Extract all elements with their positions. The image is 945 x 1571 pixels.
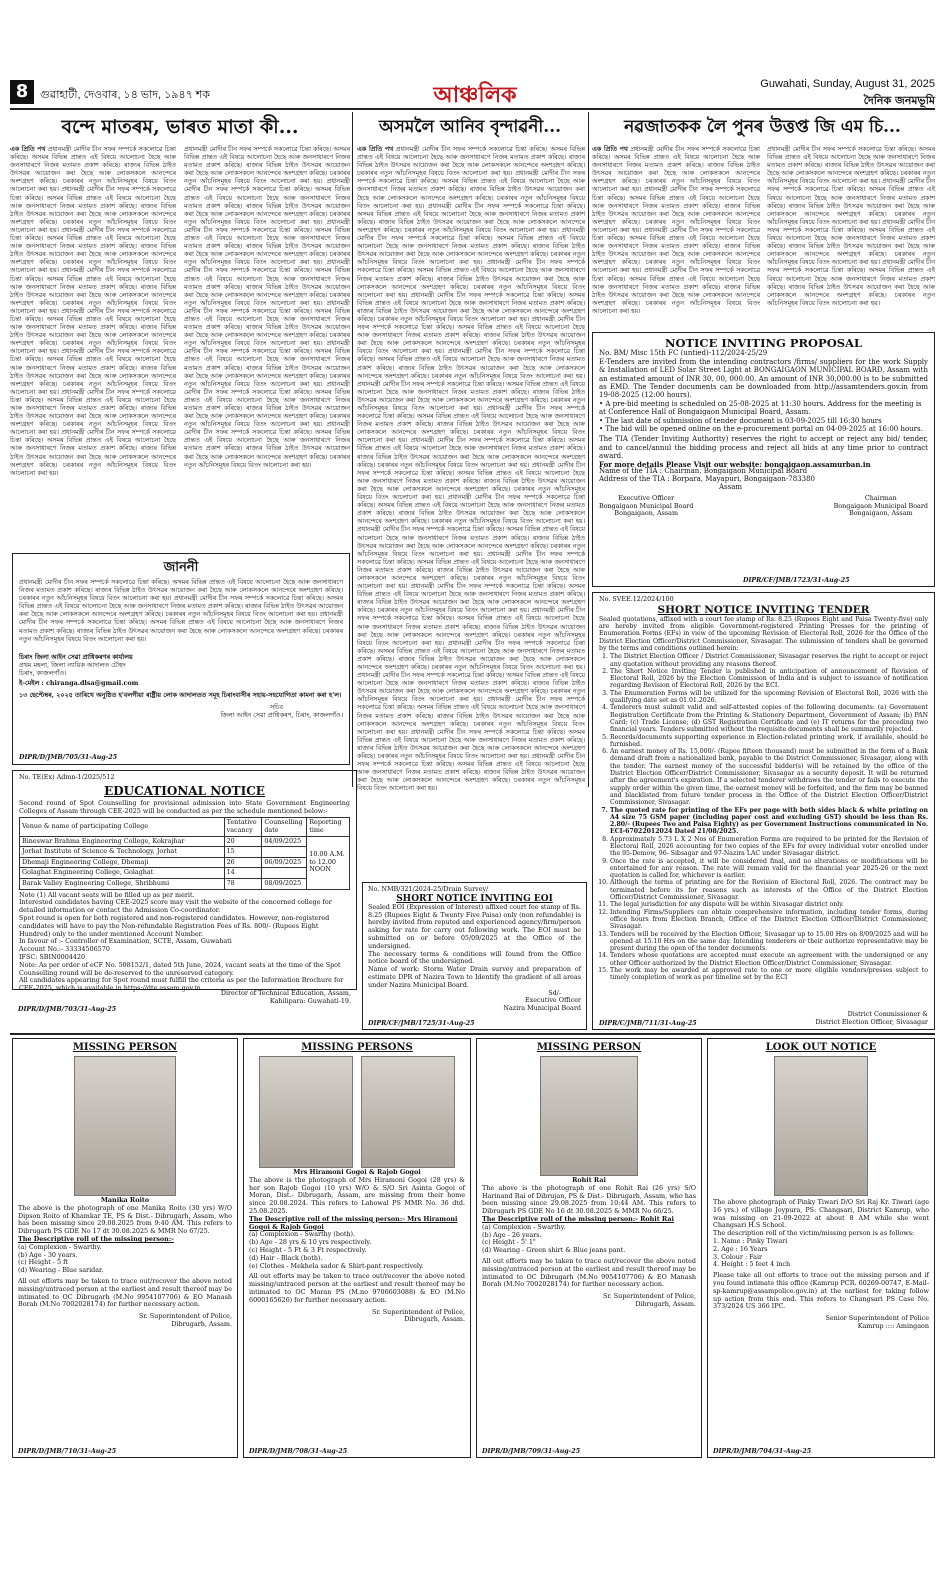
missing-person-notice (476, 1038, 702, 1458)
article-text: প্ৰধানমন্ত্ৰী মোদীৰ চীন সফৰ সম্পৰ্কে সকলোৱে চিন্তা কৰিছে। অসমৰ বিভিন্ন প্ৰান্তত এই বিষয়ে আলোচনা হৈছে আৰু জনসাধাৰণে নিজৰ মতামত প্ৰকাশ কৰিছে। ৰাজ্যৰ বিভিন্ন ঠাইত উৎসৱৰ আয়োজন কৰা হৈছে আৰু লোকসকলে আনন্দেৰে অংশগ্ৰহণ কৰিছে। চৰকাৰৰ নতুন আঁচনিসমূহৰ বিষয়ে বিতং আলোচনা কৰা হয়। (592, 186, 760, 234)
roll-item: (d) Wearing - Blue saridar. (18, 1266, 104, 1275)
article-text: প্ৰধানমন্ত্ৰী মোদীৰ চীন সফৰ সম্পৰ্কে সকলোৱে চিন্তা কৰিছে। অসমৰ বিভিন্ন প্ৰান্তত এই বিষয়ে আলোচনা হৈছে আৰু জনসাধাৰণে নিজৰ মতামত প্ৰকাশ কৰিছে। ৰাজ্যৰ বিভিন্ন ঠাইত উৎসৱৰ আয়োজন কৰা হৈছে আৰু লোকসকলে আনন্দেৰে অংশগ্ৰহণ কৰিছে। চৰকাৰৰ নতুন আঁচনিসমূহৰ বিষয়ে বিতং আলোচনা কৰা হয়। (184, 259, 350, 307)
roll-item: (b) Age - 26 years. (482, 1230, 542, 1239)
signer-line: District Commissioner & (847, 1010, 928, 1019)
edu-notes (19, 892, 350, 993)
edu-note: Account No.:- 33334506570 (19, 945, 110, 954)
date-cell: 04/09/2025 (262, 836, 307, 847)
article-text: প্ৰধানমন্ত্ৰী মোদীৰ চীন সফৰ সম্পৰ্কে সকলোৱে চিন্তা কৰিছে। অসমৰ বিভিন্ন প্ৰান্তত এই বিষয়ে আলোচনা হৈছে আৰু জনসাধাৰণে নিজৰ মতামত প্ৰকাশ কৰিছে। ৰাজ্যৰ বিভিন্ন ঠাইত উৎসৱৰ আয়োজন কৰা হৈছে আৰু লোকসকলে আনন্দেৰে অংশগ্ৰহণ কৰিছে। চৰকাৰৰ নতুন আঁচনিসমূহৰ বিষয়ে বিতং আলোচনা কৰা হয়। (767, 178, 936, 226)
person-name: Mrs Hiramoni Gogoi & Rajob Gogoi (293, 1168, 421, 1176)
article-text: প্ৰধানমন্ত্ৰী মোদীৰ চীন সফৰ সম্পৰ্কে সকলোৱে চিন্তা কৰিছে। অসমৰ বিভিন্ন প্ৰান্তত এই বিষয়ে আলোচনা হৈছে আৰু জনসাধাৰণে নিজৰ মতামত প্ৰকাশ কৰিছে। ৰাজ্যৰ বিভিন্ন ঠাইত উৎসৱৰ আয়োজন কৰা হৈছে আৰু লোকসকলে আনন্দেৰে অংশগ্ৰহণ কৰিছে। চৰকাৰৰ নতুন আঁচনিসমূহৰ বিষয়ে বিতং আলোচনা কৰা হয়। (184, 380, 350, 429)
vacancy-cell: 20 (224, 836, 262, 847)
article-3-lead: এক প্ৰিতি পথ (592, 146, 628, 153)
college-cell: Barak Valley Engineering College, Shribhumi (20, 878, 225, 889)
reporting-time-cell: 10.00 A.M. to 12.00 NOON (307, 836, 350, 889)
proposal-body: E-Tenders are invited from the intending contractors /firms/ suppliers for the work Supply & Installation of LED Solar Street Light at BONGAIGAON MUNICIPAL BOARD, Assam with an estimated amount of INR 30, 00, 000.00. An amount of INR 30,000.00 is to be submitted as EMD. The Tender documents can be downloaded from http://assamtenders.gov.in from 19-08-2025 (12:00 hours). (599, 357, 928, 400)
edu-signer: Director of Technical Education, Assam, (220, 989, 351, 997)
article-text: প্ৰধানমন্ত্ৰী মোদীৰ চীন সফৰ সম্পৰ্কে সকলোৱে চিন্তা কৰিছে। অসমৰ বিভিন্ন প্ৰান্তত এই বিষয়ে আলোচনা হৈছে আৰু জনসাধাৰণে নিজৰ মতামত প্ৰকাশ কৰিছে। ৰাজ্যৰ বিভিন্ন ঠাইত উৎসৱৰ আয়োজন কৰা হৈছে আৰু লোকসকলে আনন্দেৰে অংশগ্ৰহণ কৰিছে। চৰকাৰৰ নতুন আঁচনিসমূহৰ বিষয়ে বিতং আলোচনা কৰা হয়। (10, 429, 176, 477)
notice-dipr: DIPR/D/JMB/709/31-Aug-25 (482, 1448, 581, 1455)
tender-item: 9. Once the rate is accepted, it will be considered final, and no alterations or modifications will be entertained for any reason. The rate will remain valid for the financial year 2025-26 or the next quotation is called for, whichever is earlier. (610, 858, 928, 880)
table-header: Tentative vacancy (224, 818, 262, 836)
article-text: প্ৰধানমন্ত্ৰী মোদীৰ চীন সফৰ সম্পৰ্কে সকলোৱে চিন্তা কৰিছে। অসমৰ বিভিন্ন প্ৰান্তত এই বিষয়ে আলোচনা হৈছে আৰু জনসাধাৰণে নিজৰ মতামত প্ৰকাশ কৰিছে। ৰাজ্যৰ বিভিন্ন ঠাইত উৎসৱৰ আয়োজন কৰা হৈছে আৰু লোকসকলে আনন্দেৰে অংশগ্ৰহণ কৰিছে। চৰকাৰৰ নতুন আঁচনিসমূহৰ বিষয়ে বিতং আলোচনা কৰা হয়। (767, 146, 935, 186)
article-3-col-2 (767, 146, 935, 316)
signer-place: Dibrugarh, Assam. (635, 1299, 696, 1308)
vacancy-cell: 15 (224, 847, 262, 858)
article-text: প্ৰধানমন্ত্ৰী মোদীৰ চীন সফৰ সম্পৰ্কে সকলোৱে চিন্তা কৰিছে। অসমৰ বিভিন্ন প্ৰান্তত এই বিষয়ে আলোচনা হৈছে আৰু জনসাধাৰণে নিজৰ মতামত প্ৰকাশ কৰিছে। ৰাজ্যৰ বিভিন্ন ঠাইত উৎসৱৰ আয়োজন কৰা হৈছে আৰু লোকসকলে আনন্দেৰে অংশগ্ৰহণ কৰিছে। চৰকাৰৰ নতুন আঁচনিসমূহৰ বিষয়ে বিতং আলোচনা কৰা হয়। (357, 672, 585, 704)
bullet-text: The last date of submission of tender document is 03-09-2025 till 16:30 hours (605, 416, 882, 425)
table-row (20, 857, 350, 868)
table-header: Venue & name of participating College (20, 818, 225, 836)
notice-dipr: DIPR/D/JMB/708/31-Aug-25 (249, 1448, 348, 1455)
left-date-line: গুৱাহাটী, দেওবাৰ, ১৪ ভাদ, ১৯৪৭ শক (40, 89, 210, 101)
janani-notice (12, 553, 350, 765)
roll-item: 4. Height : 5 feet 4 inch (713, 1260, 791, 1269)
descriptive-roll-title: The Descriptive roll of the missing person:- (18, 1234, 174, 1243)
missing-persons-notice (243, 1038, 471, 1458)
masthead: দৈনিক জনমভূমি (863, 94, 935, 107)
person-photo (540, 1056, 638, 1176)
article-text: প্ৰধানমন্ত্ৰী মোদীৰ চীন সফৰ সম্পৰ্কে সকলোৱে চিন্তা কৰিছে। অসমৰ বিভিন্ন প্ৰান্তত এই বিষয়ে আলোচনা হৈছে আৰু জনসাধাৰণে নিজৰ মতামত প্ৰকাশ কৰিছে। ৰাজ্যৰ বিভিন্ন ঠাইত উৎসৱৰ আয়োজন কৰা হৈছে আৰু লোকসকলে আনন্দেৰে অংশগ্ৰহণ কৰিছে। চৰকাৰৰ নতুন আঁচনিসমূহৰ বিষয়ে বিতং আলোচনা কৰা হয়। (357, 526, 585, 558)
edu-note: IFSC: SBIN0004420 (19, 952, 86, 961)
tender-item: 10. Although the terms of printing are for the Revision of Electoral Roll, 2026. The contract may be terminated before its for reasons such as interests of the Office of the District Election Officer/District Commissioner, Sivasagar. (610, 879, 928, 901)
eoi-title: SHORT NOTICE INVITING EOI (396, 893, 553, 904)
person-photo (74, 1056, 176, 1196)
article-text: প্ৰধানমন্ত্ৰী মোদীৰ চীন সফৰ সম্পৰ্কে সকলোৱে চিন্তা কৰিছে। অসমৰ বিভিন্ন প্ৰান্তত এই বিষয়ে আলোচনা হৈছে আৰু জনসাধাৰণে নিজৰ মতামত প্ৰকাশ কৰিছে। ৰাজ্যৰ বিভিন্ন ঠাইত উৎসৱৰ আয়োজন কৰা হৈছে আৰু লোকসকলে আনন্দেৰে অংশগ্ৰহণ কৰিছে। চৰকাৰৰ নতুন আঁচনিসমূহৰ বিষয়ে বিতং আলোচনা কৰা হয়। (592, 146, 760, 194)
roll-item: (c) Height - 5' 1" (482, 1238, 536, 1247)
article-text: প্ৰধানমন্ত্ৰী মোদীৰ চীন সফৰ সম্পৰ্কে সকলোৱে চিন্তা কৰিছে। অসমৰ বিভিন্ন প্ৰান্তত এই বিষয়ে আলোচনা হৈছে আৰু জনসাধাৰণে নিজৰ মতামত প্ৰকাশ কৰিছে। ৰাজ্যৰ বিভিন্ন ঠাইত উৎসৱৰ আয়োজন কৰা হৈছে আৰু লোকসকলে আনন্দেৰে অংশগ্ৰহণ কৰিছে। চৰকাৰৰ নতুন আঁচনিসমূহৰ বিষয়ে বিতং আলোচনা কৰা হয়। (19, 579, 343, 603)
table-header: Counselling date (262, 818, 307, 836)
article-text: প্ৰধানমন্ত্ৰী মোদীৰ চীন সফৰ সম্পৰ্কে সকলোৱে চিন্তা কৰিছে। অসমৰ বিভিন্ন প্ৰান্তত এই বিষয়ে আলোচনা হৈছে আৰু জনসাধাৰণে নিজৰ মতামত প্ৰকাশ কৰিছে। ৰাজ্যৰ বিভিন্ন ঠাইত উৎসৱৰ আয়োজন কৰা হৈছে আৰু লোকসকলে আনন্দেৰে অংশগ্ৰহণ কৰিছে। চৰকাৰৰ নতুন আঁচনিসমূহৰ বিষয়ে বিতং আলোচনা কৰা হয়। (184, 299, 350, 348)
article-text: প্ৰধানমন্ত্ৰী মোদীৰ চীন সফৰ সম্পৰ্কে সকলোৱে চিন্তা কৰিছে। অসমৰ বিভিন্ন প্ৰান্তত এই বিষয়ে আলোচনা হৈছে আৰু জনসাধাৰণে নিজৰ মতামত প্ৰকাশ কৰিছে। ৰাজ্যৰ বিভিন্ন ঠাইত উৎসৱৰ আয়োজন কৰা হৈছে আৰু লোকসকলে আনন্দেৰে অংশগ্ৰহণ কৰিছে। চৰকাৰৰ নতুন আঁচনিসমূহৰ বিষয়ে বিতং আলোচনা কৰা হয়। (357, 550, 585, 591)
person-photo (774, 1056, 868, 1196)
article-2-lead: এক প্ৰিতি পথ (357, 146, 394, 153)
roll-item: 3. Colour : Fair (713, 1252, 763, 1261)
janani-title: জাননী (163, 560, 199, 575)
tender-item: 8. Approximately 5.73 L X 2 Nos of Enumeration Forms are required to be printed for the Revision of Electoral Roll, 2026 accounting for two copies of the EFs for every individual voter enrolled under the 95-Demow, 96- Sibsagar and 97-Nazira LAC under Sivasagar district. (610, 836, 928, 858)
edu-note: Note (1) All vacant seats will be filled up as per merit. (19, 890, 195, 899)
tender-item: 12. Intending Firms/Suppliers can obtain comprehensive information, including tender forms, during office hours from Election Branch, Office of the District Election Officer/District Commissioner, Sivasagar. (610, 909, 928, 931)
article-text: প্ৰধানমন্ত্ৰী মোদীৰ চীন সফৰ সম্পৰ্কে সকলোৱে চিন্তা কৰিছে। অসমৰ বিভিন্ন প্ৰান্তত এই বিষয়ে আলোচনা হৈছে আৰু জনসাধাৰণে নিজৰ মতামত প্ৰকাশ কৰিছে। ৰাজ্যৰ বিভিন্ন ঠাইত উৎসৱৰ আয়োজন কৰা হৈছে আৰু লোকসকলে আনন্দেৰে অংশগ্ৰহণ কৰিছে। চৰকাৰৰ নতুন আঁচনিসমূহৰ বিষয়ে বিতং আলোচনা কৰা হয়। (357, 170, 585, 210)
tender-item: 15. The work may be awarded at approved rate to one or more eligible vendors/presses subject to timely completion of work as per timeline set by the ECI (610, 967, 928, 982)
edu-intro: Second round of Spot Counselling for provisional admission into State Government Engineering Colleges of Assam through CEE-2025 will be conducted as per the schedule mentioned below:- (19, 798, 350, 815)
notice-title: MISSING PERSONS (301, 1042, 413, 1053)
vacancy-cell: 78 (224, 878, 262, 889)
roll-item: (d) Hair - Black (both). (249, 1253, 323, 1262)
person-name: Rohit Rai (572, 1176, 606, 1184)
article-text: প্ৰধানমন্ত্ৰী মোদীৰ চীন সফৰ সম্পৰ্কে সকলোৱে চিন্তা কৰিছে। অসমৰ বিভিন্ন প্ৰান্তত এই বিষয়ে আলোচনা হৈছে আৰু জনসাধাৰণে নিজৰ মতামত প্ৰকাশ কৰিছে। ৰাজ্যৰ বিভিন্ন ঠাইত উৎসৱৰ আয়োজন কৰা হৈছে আৰু লোকসকলে আনন্দেৰে অংশগ্ৰহণ কৰিছে। চৰকাৰৰ নতুন আঁচনিসমূহৰ বিষয়ে বিতং আলোচনা কৰা হয়। (19, 595, 344, 619)
notice-footer: All out efforts may be taken to trace out/recover the above noted missing/untraced person at the earliest and result thereof may be intimated to OC Moran PS (M.no 9706603088) & EO (M.No 6000165626) for further necessary action. (249, 1272, 465, 1304)
signer: Sr. Superintendent of Police, (371, 1307, 465, 1316)
tender-ref: No. SVEE.12/2024/100 (599, 595, 674, 603)
vacancy-cell: 26 (224, 857, 262, 868)
notice-text: The above is the photograph of one Rohit Rai (26 yrs) S/O Harinand Rai of Dibrujan, PS & Dist.- Dibrugarh, Assam, who has been missing since 29.08.2025 from 10:44 AM. This refers to Dibrugarh PS GDE No 16 dt 30.08.2025 & MMR No 66/25. (482, 1183, 696, 1216)
article-text: প্ৰধানমন্ত্ৰী মোদীৰ চীন সফৰ সম্পৰ্কে সকলোৱে চিন্তা কৰিছে। অসমৰ বিভিন্ন প্ৰান্তত এই বিষয়ে আলোচনা হৈছে আৰু জনসাধাৰণে নিজৰ মতামত প্ৰকাশ কৰিছে। ৰাজ্যৰ বিভিন্ন ঠাইত উৎসৱৰ আয়োজন কৰা হৈছে আৰু লোকসকলে আনন্দেৰে অংশগ্ৰহণ কৰিছে। চৰকাৰৰ নতুন আঁচনিসমূহৰ বিষয়ে বিতং আলোচনা কৰা হয়। (767, 218, 936, 267)
article-2-body (357, 146, 585, 793)
descriptive-roll-title: The Descriptive roll of the missing person:- Mrs Hiramoni Gogoi & Rajob Gogoi (249, 1214, 458, 1231)
table-header-row (20, 818, 350, 836)
date-cell (262, 868, 307, 879)
janani-signature-office: জিলা আইন সেৱা প্ৰাধিকৰণ, চিৰাং, কাজলগাঁও। (220, 710, 343, 719)
person-photos (249, 1056, 465, 1168)
tender-item: 6. An earnest money of Rs. 15,000/- (Rupee fifteen thousand) must be submitted in the form of a Bank demand draft from a nationalized bank, payable to the District Commissioner, Sivasagar, along with the tender. The earnest money of the successful bidder(s) will be retained by the office of the District Election Officer/District Commissioner, Sivasagar as a security deposit. It will be returned after the agreement's expiration. If a selected tenderer withdraws the tender or fails to execute the supply order within the given time, the earnest money will be forfeited, and the firm may be banned and blacklisted from future tender process in the Office of the District Election Officer/District Commissioner, Sivasagar. (610, 748, 928, 806)
signer: Senior Superintendent of Police (825, 1314, 929, 1323)
sig-line: Bongaigaon, Assam (614, 509, 678, 518)
signer: Sr. Superintendent of Police, (602, 1292, 696, 1301)
article-text: প্ৰধানমন্ত্ৰী মোদীৰ চীন সফৰ সম্পৰ্কে সকলোৱে চিন্তা কৰিছে। অসমৰ বিভিন্ন প্ৰান্তত এই বিষয়ে আলোচনা হৈছে আৰু জনসাধাৰণে নিজৰ মতামত প্ৰকাশ কৰিছে। ৰাজ্যৰ বিভিন্ন ঠাইত উৎসৱৰ আয়োজন কৰা হৈছে আৰু লোকসকলে আনন্দেৰে অংশগ্ৰহণ কৰিছে। চৰকাৰৰ নতুন আঁচনিসমূহৰ বিষয়ে বিতং আলোচনা কৰা হয়। (767, 259, 936, 307)
column-divider (588, 112, 589, 787)
notice-dipr: DIPR/D/JMB/710/31-Aug-25 (18, 1448, 117, 1455)
article-text: প্ৰধানমন্ত্ৰী মোদীৰ চীন সফৰ সম্পৰ্কে সকলোৱে চিন্তা কৰিছে। অসমৰ বিভিন্ন প্ৰান্তত এই বিষয়ে আলোচনা হৈছে আৰু জনসাধাৰণে নিজৰ মতামত প্ৰকাশ কৰিছে। ৰাজ্যৰ বিভিন্ন ঠাইত উৎসৱৰ আয়োজন কৰা হৈছে আৰু লোকসকলে আনন্দেৰে অংশগ্ৰহণ কৰিছে। চৰকাৰৰ নতুন আঁচনিসমূহৰ বিষয়ে বিতং আলোচনা কৰা হয়। (357, 259, 585, 299)
article-3-title: নৱজাতকক লৈ পুনৰ উত্তপ্ত জি এম চি... (624, 117, 901, 137)
tender-title: SHORT NOTICE INVITING TENDER (657, 603, 870, 616)
tender-items (599, 653, 928, 981)
signer-place: Dibrugarh, Assam. (171, 1319, 232, 1328)
column-divider (352, 112, 353, 787)
notice-title: LOOK OUT NOTICE (765, 1042, 877, 1053)
article-3-body (592, 146, 935, 316)
section-rule (10, 1033, 935, 1035)
roll-item: (b) Age - 28 yrs & 10 yrs respectively. (249, 1238, 372, 1247)
page-header (10, 78, 935, 108)
edu-dipr: DIPR/D/JMB/703/31-Aug-25 (18, 1005, 117, 1013)
section-title: আঞ্চলিক (433, 83, 517, 108)
notice-footer: Please take all out efforts to trace out the missing person and if you found intimate this office (Kamrup PCR. 60269-00747, E-Mail-sp-kamrup@assampolice.gov.in) at the earliest for taking follow up action from this end. This refers to Changsari PS Case No. 373/2024 US 366 IPC. (713, 1271, 929, 1311)
tender-intro: Sealed quotations, affixed with a court fee stamp of Rs. 8.25 (Rupees Eight and Paisa Twenty-five) only are hereby invited from eligible Government-registered Printing Presses for the printing of Enumeration Forms (EFs) in view of the upcoming Revision of Electoral Roll, 2026 for the Office of the District Election Officer/District Commissioner, Sivasagar. The submission of tenders shall be governed by the terms and conditions outlined herein: (599, 615, 928, 652)
article-3-col-1 (592, 146, 760, 316)
page-number: 8 (10, 80, 34, 104)
bullet-text: The bid will be opened online on the e-procurement portal on 04-09-2025 at 16:00 hours. (605, 425, 923, 434)
article-1-title: বন্দে মাতৰম, ভাৰত মাতা কী... (61, 116, 299, 138)
tender-item: 7. The quoted rate for printing of the EFs per page with both sides black & white printing on A4 size 75 GSM paper (including paper cost and excluding GST) should be less than Rs. 2.80/- (Rupees Two and Paisa Eighty) as per Government Instructions communicated in No. ECI-67022012024 Dated 21/08/2025. (610, 807, 928, 836)
table-row (20, 836, 350, 847)
proposal-sig-right (834, 495, 928, 518)
college-cell: Golaghat Engineering College, Golaghat (20, 868, 225, 879)
roll-item: 2. Age : 16 Years (713, 1244, 768, 1253)
proposal-title: NOTICE INVITING PROPOSAL (664, 336, 863, 350)
notice-dipr: DIPR/D/JMB/704/31-Aug-25 (713, 1448, 812, 1455)
article-text: প্ৰধানমন্ত্ৰী মোদীৰ চীন সফৰ সম্পৰ্কে সকলোৱে চিন্তা কৰিছে। অসমৰ বিভিন্ন প্ৰান্তত এই বিষয়ে আলোচনা হৈছে আৰু জনসাধাৰণে নিজৰ মতামত প্ৰকাশ কৰিছে। ৰাজ্যৰ বিভিন্ন ঠাইত উৎসৱৰ আয়োজন কৰা হৈছে আৰু লোকসকলে আনন্দেৰে অংশগ্ৰহণ কৰিছে। চৰকাৰৰ নতুন আঁচনিসমূহৰ বিষয়ে বিতং আলোচনা কৰা হয়। (357, 146, 585, 178)
article-text: প্ৰধানমন্ত্ৰী মোদীৰ চীন সফৰ সম্পৰ্কে সকলোৱে চিন্তা কৰিছে। অসমৰ বিভিন্ন প্ৰান্তত এই বিষয়ে আলোচনা হৈছে আৰু জনসাধাৰণে নিজৰ মতামত প্ৰকাশ কৰিছে। ৰাজ্যৰ বিভিন্ন ঠাইত উৎসৱৰ আয়োজন কৰা হৈছে আৰু লোকসকলে আনন্দেৰে অংশগ্ৰহণ কৰিছে। চৰকাৰৰ নতুন আঁচনিসমূহৰ বিষয়ে বিতং আলোচনা কৰা হয়। (592, 226, 760, 275)
college-cell: Jorhat Institute of Science & Technology, Jorhat (20, 847, 225, 858)
proposal-bullet: • The last date of submission of tender document is 03-09-2025 till 16:30 hours (599, 416, 882, 425)
article-1-body (10, 146, 350, 546)
article-text: প্ৰধানমন্ত্ৰী মোদীৰ চীন সফৰ সম্পৰ্কে সকলোৱে চিন্তা কৰিছে। অসমৰ বিভিন্ন প্ৰান্তত এই বিষয়ে আলোচনা হৈছে আৰু জনসাধাৰণে নিজৰ মতামত প্ৰকাশ কৰিছে। ৰাজ্যৰ বিভিন্ন ঠাইত উৎসৱৰ আয়োজন কৰা হৈছে আৰু লোকসকলে আনন্দেৰে অংশগ্ৰহণ কৰিছে। চৰকাৰৰ নতুন আঁচনিসমূহৰ বিষয়ে বিতং আলোচনা কৰা হয়। (184, 178, 350, 226)
eoi-notice (362, 882, 587, 1030)
sig-line: Executive Officer (618, 493, 675, 502)
janani-body (19, 579, 343, 651)
janani-email: ই-মেইল : chiranga.dlsa@gmail.com (19, 679, 139, 688)
edu-note: Note: As per order of eCF No. 508152/1, dated 5th June, 2024, vacant seats at the time of the Spot Counselling round will be de-reserved to the unreserved category. (19, 960, 341, 977)
article-text: প্ৰধানমন্ত্ৰী মোদীৰ চীন সফৰ সম্পৰ্কে সকলোৱে চিন্তা কৰিছে। অসমৰ বিভিন্ন প্ৰান্তত এই বিষয়ে আলোচনা হৈছে আৰু জনসাধাৰণে নিজৰ মতামত প্ৰকাশ কৰিছে। ৰাজ্যৰ বিভিন্ন ঠাইত উৎসৱৰ আয়োজন কৰা হৈছে আৰু লোকসকলে আনন্দেৰে অংশগ্ৰহণ কৰিছে। চৰকাৰৰ নতুন আঁচনিসমূহৰ বিষয়ে বিতং আলোচনা কৰা হয়। (357, 461, 585, 502)
edu-title: EDUCATIONAL NOTICE (104, 783, 265, 798)
sig-line: Bongaigaon, Assam (849, 509, 913, 518)
right-date: Guwahati, Sunday, August 31, 2025 (760, 78, 935, 90)
eoi-ref: No. NMB/321/2024-25/Drain Survey/ (368, 885, 489, 893)
article-text: প্ৰধানমন্ত্ৰী মোদীৰ চীন সফৰ সম্পৰ্কে সকলোৱে চিন্তা কৰিছে। অসমৰ বিভিন্ন প্ৰান্তত এই বিষয়ে আলোচনা হৈছে আৰু জনসাধাৰণে নিজৰ মতামত প্ৰকাশ কৰিছে। ৰাজ্যৰ বিভিন্ন ঠাইত উৎসৱৰ আয়োজন কৰা হৈছে আৰু লোকসকলে আনন্দেৰে অংশগ্ৰহণ কৰিছে। চৰকাৰৰ নতুন আঁচনিসমূহৰ বিষয়ে বিতং আলোচনা কৰা হয়। (357, 315, 585, 356)
proposal-sig-left (599, 495, 693, 518)
janani-office-line: চিৰাং, কাজলগাঁও। (19, 668, 67, 677)
eoi-body-2: The necessary terms & conditions will found from the Office notice board of the undersigned. (368, 949, 581, 966)
article-2-title: অসমলৈ আনিব বৃন্দাৱনী... (378, 117, 562, 137)
roll-item: (a) Complexion - Swarthy. (482, 1222, 566, 1231)
roll-item: (c) Height - 5 ft (18, 1258, 69, 1267)
tender-item: 2. The Short Notice Inviting Tender is published in anticipation of announcement of Revision of Electoral Roll, 2026 by the Election Commission of India and is subject to issuance of notification regarding Revision of Electoral Roll, 2026 by the ECI. (610, 668, 928, 690)
missing-person-notice (12, 1038, 238, 1458)
article-text: প্ৰধানমন্ত্ৰী মোদীৰ চীন সফৰ সম্পৰ্কে সকলোৱে চিন্তা কৰিছে। অসমৰ বিভিন্ন প্ৰান্তত এই বিষয়ে আলোচনা হৈছে আৰু জনসাধাৰণে নিজৰ মতামত প্ৰকাশ কৰিছে। ৰাজ্যৰ বিভিন্ন ঠাইত উৎসৱৰ আয়োজন কৰা হৈছে আৰু লোকসকলে আনন্দেৰে অংশগ্ৰহণ কৰিছে। চৰকাৰৰ নতুন আঁচনিসমূহৰ বিষয়ে বিতং আলোচনা কৰা হয়। (184, 218, 350, 267)
person-photo (259, 1056, 353, 1168)
article-1-lead: এক প্ৰিতি পথ (10, 146, 46, 153)
tender-item: 11. The legal jurisdiction for any dispute will be within Sivasagar district only. (610, 901, 928, 908)
eoi-work: Name of work: Storm Water Drain survey and preparation of estimate DPR of Nazira Town to Identify the gradient of all areas under Nazira Municipal Board. (368, 965, 581, 989)
article-text: প্ৰধানমন্ত্ৰী মোদীৰ চীন সফৰ সম্পৰ্কে সকলোৱে চিন্তা কৰিছে। অসমৰ বিভিন্ন প্ৰান্তত এই বিষয়ে আলোচনা হৈছে আৰু জনসাধাৰণে নিজৰ মতামত প্ৰকাশ কৰিছে। ৰাজ্যৰ বিভিন্ন ঠাইত উৎসৱৰ আয়োজন কৰা হৈছে আৰু লোকসকলে আনন্দেৰে অংশগ্ৰহণ কৰিছে। চৰকাৰৰ নতুন আঁচনিসমূহৰ বিষয়ে বিতং আলোচনা কৰা হয়। (592, 267, 760, 315)
eoi-sign: Sd/- (548, 988, 561, 997)
descriptive-roll-title: The description roll of the victim/missing person is as follows: (713, 1229, 915, 1238)
proposal-ref: No. BM/ Misc 15th FC (untied)-112/2024-25/29 (599, 349, 768, 357)
proposal-bullet: • A pre-bid meeting is scheduled on 25-08-2025 at 11:30 hours. Address for the meeting is at Conference Hall of Bongaigaon Municipal Board, Assam. (599, 399, 922, 417)
table-row (20, 847, 350, 858)
proposal-tia-address: Address of the TIA : Borpara, Mayapuri, Bongaigaon-783380 (599, 475, 815, 484)
article-text: প্ৰধানমন্ত্ৰী মোদীৰ চীন সফৰ সম্পৰ্কে সকলোৱে চিন্তা কৰিছে। অসমৰ বিভিন্ন প্ৰান্তত এই বিষয়ে আলোচনা হৈছে আৰু জনসাধাৰণে নিজৰ মতামত প্ৰকাশ কৰিছে। ৰাজ্যৰ বিভিন্ন ঠাইত উৎসৱৰ আয়োজন কৰা হৈছে আৰু লোকসকলে আনন্দেৰে অংশগ্ৰহণ কৰিছে। চৰকাৰৰ নতুন আঁচনিসমূহৰ বিষয়ে বিতং আলোচনা কৰা হয়। (10, 348, 176, 396)
article-text: প্ৰধানমন্ত্ৰী মোদীৰ চীন সফৰ সম্পৰ্কে সকলোৱে চিন্তা কৰিছে। অসমৰ বিভিন্ন প্ৰান্তত এই বিষয়ে আলোচনা হৈছে আৰু জনসাধাৰণে নিজৰ মতামত প্ৰকাশ কৰিছে। ৰাজ্যৰ বিভিন্ন ঠাইত উৎসৱৰ আয়োজন কৰা হৈছে আৰু লোকসকলে আনন্দেৰে অংশগ্ৰহণ কৰিছে। চৰকাৰৰ নতুন আঁচনিসমূহৰ বিষয়ে বিতং আলোচনা কৰা হয়। (10, 307, 176, 356)
article-text: প্ৰধানমন্ত্ৰী মোদীৰ চীন সফৰ সম্পৰ্কে সকলোৱে চিন্তা কৰিছে। অসমৰ বিভিন্ন প্ৰান্তত এই বিষয়ে আলোচনা হৈছে আৰু জনসাধাৰণে নিজৰ মতামত প্ৰকাশ কৰিছে। ৰাজ্যৰ বিভিন্ন ঠাইত উৎসৱৰ আয়োজন কৰা হৈছে আৰু লোকসকলে আনন্দেৰে অংশগ্ৰহণ কৰিছে। চৰকাৰৰ নতুন আঁচনিসমূহৰ বিষয়ে বিতং আলোচনা কৰা হয়। (357, 728, 585, 761)
tender-item: 1. The District Election Officer / District Commissioner, Sivasagar reserves the right to accept or reject any quotation without providing any reasons thereof. (610, 653, 928, 668)
janani-dipr: DIPR/D/JMB/705/31-Aug-25 (19, 754, 118, 761)
edu-signer-place: Kahilipara: Guwahati-19. (269, 996, 351, 1005)
header-rule (10, 108, 935, 110)
article-text: প্ৰধানমন্ত্ৰী মোদীৰ চীন সফৰ সম্পৰ্কে সকলোৱে চিন্তা কৰিছে। অসমৰ বিভিন্ন প্ৰান্তত এই বিষয়ে আলোচনা হৈছে আৰু জনসাধাৰণে নিজৰ মতামত প্ৰকাশ কৰিছে। ৰাজ্যৰ বিভিন্ন ঠাইত উৎসৱৰ আয়োজন কৰা হৈছে আৰু লোকসকলে আনন্দেৰে অংশগ্ৰহণ কৰিছে। চৰকাৰৰ নতুন আঁচনিসমূহৰ বিষয়ে বিতং আলোচনা কৰা হয়। (10, 226, 176, 275)
notice-title: MISSING PERSON (72, 1042, 178, 1053)
edu-table (19, 817, 350, 889)
article-text: প্ৰধানমন্ত্ৰী মোদীৰ চীন সফৰ সম্পৰ্কে সকলোৱে চিন্তা কৰিছে। অসমৰ বিভিন্ন প্ৰান্তত এই বিষয়ে আলোচনা হৈছে আৰু জনসাধাৰণে নিজৰ মতামত প্ৰকাশ কৰিছে। ৰাজ্যৰ বিভিন্ন ঠাইত উৎসৱৰ আয়োজন কৰা হৈছে আৰু লোকসকলে আনন্দেৰে অংশগ্ৰহণ কৰিছে। চৰকাৰৰ নতুন আঁচনিসমূহৰ বিষয়ে বিতং আলোচনা কৰা হয়। (357, 639, 585, 671)
table-header: Reporting time (307, 818, 350, 836)
notice-footer: All out efforts may be taken to trace out/recover the above noted missing/untraced person at the earliest and result thereof may be intimated to OC Dibrugarh (M.No 9954107706) & EO Manash Borah (M.No 7002028174) for further necessary action. (482, 1256, 696, 1289)
notice-title: MISSING PERSON (536, 1042, 642, 1053)
notice-text: The above is the photograph of Mrs Hiramoni Gogoi (28 yrs) & her son Rajob Gogoi (10 yrs) W/O & S/O Sri Asinta Gogoi of Moran, Dist.- Dibrugarh, Assam, are missing from their home since 20.08.2024. This refers to Lahowal PS MMR No. 36 dtd. 25.08.2025. (249, 1175, 465, 1215)
article-1-col-2 (184, 146, 350, 546)
article-text: প্ৰধানমন্ত্ৰী মোদীৰ চীন সফৰ সম্পৰ্কে সকলোৱে চিন্তা কৰিছে। অসমৰ বিভিন্ন প্ৰান্তত এই বিষয়ে আলোচনা হৈছে আৰু জনসাধাৰণে নিজৰ মতামত প্ৰকাশ কৰিছে। ৰাজ্যৰ বিভিন্ন ঠাইত উৎসৱৰ আয়োজন কৰা হৈছে আৰু লোকসকলে আনন্দেৰে অংশগ্ৰহণ কৰিছে। চৰকাৰৰ নতুন আঁচনিসমূহৰ বিষয়ে বিতং আলোচনা কৰা হয়। (10, 388, 176, 437)
article-text: প্ৰধানমন্ত্ৰী মোদীৰ চীন সফৰ সম্পৰ্কে সকলোৱে চিন্তা কৰিছে। অসমৰ বিভিন্ন প্ৰান্তত এই বিষয়ে আলোচনা হৈছে আৰু জনসাধাৰণে নিজৰ মতামত প্ৰকাশ কৰিছে। ৰাজ্যৰ বিভিন্ন ঠাইত উৎসৱৰ আয়োজন কৰা হৈছে আৰু লোকসকলে আনন্দেৰে অংশগ্ৰহণ কৰিছে। চৰকাৰৰ নতুন আঁচনিসমূহৰ বিষয়ে বিতং আলোচনা কৰা হয়। (357, 753, 585, 793)
proposal-tia-state: Assam (719, 483, 743, 492)
proposal-tia-text: The TIA (Tender Inviting Authority) reserves the right to accept or reject any bid/ tender, and to cancel/annul the bidding process and reject all bids at any time prior to contract award. (599, 435, 928, 461)
tender-footer (599, 1011, 928, 1027)
janani-closing: ১৩ ছেপ্টেম্বৰ, ২০২৫ তাৰিখে অনুষ্ঠিত হ'বলগীয়া ৰাষ্ট্ৰীয় লোক আদালতত সমূহ চিৰাংবাসীৰ সহায়-সহযোগিতা কামনা কৰা হ'ল। (19, 691, 342, 700)
eoi-dipr: DIPR/CF/JMB/1725/31-Aug-25 (368, 1020, 475, 1027)
eoi-sign: Executive Officer (524, 996, 581, 1005)
tender-item: 5. Records/documents supporting experience in Election-related printing work, if available, should be furnished. (610, 734, 928, 749)
article-text: প্ৰধানমন্ত্ৰী মোদীৰ চীন সফৰ সম্পৰ্কে সকলোৱে চিন্তা কৰিছে। অসমৰ বিভিন্ন প্ৰান্তত এই বিষয়ে আলোচনা হৈছে আৰু জনসাধাৰণে নিজৰ মতামত প্ৰকাশ কৰিছে। ৰাজ্যৰ বিভিন্ন ঠাইত উৎসৱৰ আয়োজন কৰা হৈছে আৰু লোকসকলে আনন্দেৰে অংশগ্ৰহণ কৰিছে। চৰকাৰৰ নতুন আঁচনিসমূহৰ বিষয়ে বিতং আলোচনা কৰা হয়। (357, 226, 585, 267)
eoi-sign: Nazira Municipal Board (503, 1004, 581, 1013)
article-text: প্ৰধানমন্ত্ৰী মোদীৰ চীন সফৰ সম্পৰ্কে সকলোৱে চিন্তা কৰিছে। অসমৰ বিভিন্ন প্ৰান্তত এই বিষয়ে আলোচনা হৈছে আৰু জনসাধাৰণে নিজৰ মতামত প্ৰকাশ কৰিছে। ৰাজ্যৰ বিভিন্ন ঠাইত উৎসৱৰ আয়োজন কৰা হৈছে আৰু লোকসকলে আনন্দেৰে অংশগ্ৰহণ কৰিছে। চৰকাৰৰ নতুন আঁচনিসমূহৰ বিষয়ে বিতং আলোচনা কৰা হয়। (357, 437, 585, 469)
janani-signature-role: সচিব (269, 702, 283, 711)
article-text: প্ৰধানমন্ত্ৰী মোদীৰ চীন সফৰ সম্পৰ্কে সকলোৱে চিন্তা কৰিছে। অসমৰ বিভিন্ন প্ৰান্তত এই বিষয়ে আলোচনা হৈছে আৰু জনসাধাৰণে নিজৰ মতামত প্ৰকাশ কৰিছে। ৰাজ্যৰ বিভিন্ন ঠাইত উৎসৱৰ আয়োজন কৰা হৈছে আৰু লোকসকলে আনন্দেৰে অংশগ্ৰহণ কৰিছে। চৰকাৰৰ নতুন আঁচনিসমূহৰ বিষয়ে বিতং আলোচনা কৰা হয়। (357, 405, 585, 445)
eoi-body: Sealed EOI (Expression of Interest) affixed court fee stamp of Rs. 8.25 (Rupees Eight & Twenty Five Paisa) only (non refundable) is hereby invited from reputed and experienced agency/firm/person asking for rate for carry out following work. The EOI must be submitted on or before 05/09/2025 at the Office of the undersigned. (368, 902, 581, 950)
article-text: প্ৰধানমন্ত্ৰী মোদীৰ চীন সফৰ সম্পৰ্কে সকলোৱে চিন্তা কৰিছে। অসমৰ বিভিন্ন প্ৰান্তত এই বিষয়ে আলোচনা হৈছে আৰু জনসাধাৰণে নিজৰ মতামত প্ৰকাশ কৰিছে। ৰাজ্যৰ বিভিন্ন ঠাইত উৎসৱৰ আয়োজন কৰা হৈছে আৰু লোকসকলে আনন্দেৰে অংশগ্ৰহণ কৰিছে। চৰকাৰৰ নতুন আঁচনিসমূহৰ বিষয়ে বিতং আলোচনা কৰা হয়। (357, 583, 585, 615)
janani-office-line: চিৰাং জিলা আইন সেৱা প্ৰাধিকৰণৰ কাৰ্যালয় (19, 653, 133, 661)
notice-text: The above photograph of Pinky Tiwari D/O Sri Raj Kr. Tiwari (age 16 yrs.) of village Joypura, PS: Changsari, District Kamrup, who was missing on 21-09-2022 at about 8 AM while she went Changsari H.S School. (713, 1198, 929, 1230)
date-cell: 06/09/2025 (262, 857, 307, 868)
sig-line: Bongaigaon Municipal Board (599, 501, 694, 510)
edu-note: Interested candidates having CEE-2025 score may visit the website of the concerned college for detailed information or contact the Admission Co-coordinator. (19, 898, 332, 915)
person-name: Manika Roito (100, 1196, 150, 1204)
article-text: প্ৰধানমন্ত্ৰী মোদীৰ চীন সফৰ সম্পৰ্কে সকলোৱে চিন্তা কৰিছে। অসমৰ বিভিন্ন প্ৰান্তত এই বিষয়ে আলোচনা হৈছে আৰু জনসাধাৰণে নিজৰ মতামত প্ৰকাশ কৰিছে। ৰাজ্যৰ বিভিন্ন ঠাইত উৎসৱৰ আয়োজন কৰা হৈছে আৰু লোকসকলে আনন্দেৰে অংশগ্ৰহণ কৰিছে। চৰকাৰৰ নতুন আঁচনিসমূহৰ বিষয়ে বিতং আলোচনা কৰা হয়। (184, 340, 350, 388)
roll-item: (d) Wearing - Green shirt & Blue jeans pant. (482, 1246, 626, 1255)
college-cell: Dhemaji Engineering College, Dhemaji (20, 857, 225, 868)
date-cell: 08/09/2025 (262, 878, 307, 889)
signer: Sr. Superintendent of Police, (138, 1312, 232, 1321)
roll-item: (c) Height - 5 Ft & 3 Ft respectively. (249, 1245, 367, 1254)
janani-office-line: প্ৰথম মহলা, জিলা ন্যায়িক আদালত চৌহদ (19, 660, 126, 669)
article-text: প্ৰধানমন্ত্ৰী মোদীৰ চীন সফৰ সম্পৰ্কে সকলোৱে চিন্তা কৰিছে। অসমৰ বিভিন্ন প্ৰান্তত এই বিষয়ে আলোচনা হৈছে আৰু জনসাধাৰণে নিজৰ মতামত প্ৰকাশ কৰিছে। ৰাজ্যৰ বিভিন্ন ঠাইত উৎসৱৰ আয়োজন কৰা হৈছে আৰু লোকসকলে আনন্দেৰে অংশগ্ৰহণ কৰিছে। চৰকাৰৰ নতুন আঁচনিসমূহৰ বিষয়ে বিতং আলোচনা কৰা হয়। (10, 146, 176, 194)
roll-item: (e) Clothes - Mekhela sador & Shirt-pant respectively. (249, 1261, 424, 1270)
article-text: প্ৰধানমন্ত্ৰী মোদীৰ চীন সফৰ সম্পৰ্কে সকলোৱে চিন্তা কৰিছে। অসমৰ বিভিন্ন প্ৰান্তত এই বিষয়ে আলোচনা হৈছে আৰু জনসাধাৰণে নিজৰ মতামত প্ৰকাশ কৰিছে। ৰাজ্যৰ বিভিন্ন ঠাইত উৎসৱৰ আয়োজন কৰা হৈছে আৰু লোকসকলে আনন্দেৰে অংশগ্ৰহণ কৰিছে। চৰকাৰৰ নতুন আঁচনিসমূহৰ বিষয়ে বিতং আলোচনা কৰা হয়। (184, 421, 350, 469)
edu-note: All candidates appearing for Spot round must fulfill the criteria as per the Information Brochure for CEE-2025, which is available in https://dte.assam.gov.in (19, 976, 344, 993)
tender-item: 14. Tenders whose quotations are accepted must execute an agreement with the undersigned or any other Officer authorized by the District Election Officer/District Commissioner, Sivasagar. (610, 952, 928, 967)
tender-item: 3. The Enumeration Forms will be utilized for the upcoming Revision of Electoral Roll, 2026 with the qualifying date set as 01.01.2026. (610, 690, 928, 705)
edu-note: In favour of :- Controller of Examination, SCTE, Assam, Guwahati (19, 937, 232, 946)
tender-signer (816, 1011, 928, 1027)
short-tender-notice (592, 592, 935, 1030)
sig-line: Chairman (864, 493, 897, 502)
roll-item: (a) Complexion - Swarthy. (18, 1242, 102, 1251)
roll-item: (a) Complexion - Swarthy (both). (249, 1230, 356, 1239)
signer-place: Kamrup :::: Amingaon (857, 1321, 929, 1330)
proposal-tia-name: Name of the TIA : Chairman, Bongaigaon Municipal Board (599, 467, 808, 476)
article-text: প্ৰধানমন্ত্ৰী মোদীৰ চীন সফৰ সম্পৰ্কে সকলোৱে চিন্তা কৰিছে। অসমৰ বিভিন্ন প্ৰান্তত এই বিষয়ে আলোচনা হৈছে আৰু জনসাধাৰণে নিজৰ মতামত প্ৰকাশ কৰিছে। ৰাজ্যৰ বিভিন্ন ঠাইত উৎসৱৰ আয়োজন কৰা হৈছে আৰু লোকসকলে আনন্দেৰে অংশগ্ৰহণ কৰিছে। চৰকাৰৰ নতুন আঁচনিসমূহৰ বিষয়ে বিতং আলোচনা কৰা হয়। (357, 696, 585, 736)
tender-dipr: DIPR/C/JMB/711/31-Aug-25 (599, 1020, 697, 1027)
article-text: প্ৰধানমন্ত্ৰী মোদীৰ চীন সফৰ সম্পৰ্কে সকলোৱে চিন্তা কৰিছে। অসমৰ বিভিন্ন প্ৰান্তত এই বিষয়ে আলোচনা হৈছে আৰু জনসাধাৰণে নিজৰ মতামত প্ৰকাশ কৰিছে। ৰাজ্যৰ বিভিন্ন ঠাইত উৎসৱৰ আয়োজন কৰা হৈছে আৰু লোকসকলে আনন্দেৰে অংশগ্ৰহণ কৰিছে। চৰকাৰৰ নতুন আঁচনিসমূহৰ বিষয়ে বিতং আলোচনা কৰা হয়। (357, 494, 585, 526)
article-text: প্ৰধানমন্ত্ৰী মোদীৰ চীন সফৰ সম্পৰ্কে সকলোৱে চিন্তা কৰিছে। অসমৰ বিভিন্ন প্ৰান্তত এই বিষয়ে আলোচনা হৈছে আৰু জনসাধাৰণে নিজৰ মতামত প্ৰকাশ কৰিছে। ৰাজ্যৰ বিভিন্ন ঠাইত উৎসৱৰ আয়োজন কৰা হৈছে আৰু লোকসকলে আনন্দেৰে অংশগ্ৰহণ কৰিছে। চৰকাৰৰ নতুন আঁচনিসমূহৰ বিষয়ে বিতং আলোচনা কৰা হয়। (357, 348, 585, 380)
proposal-notice (592, 332, 935, 587)
person-photo (361, 1056, 455, 1168)
edu-ref: No. TE(Ex) Admn-1/2025/512 (19, 773, 115, 781)
article-text: প্ৰধানমন্ত্ৰী মোদীৰ চীন সফৰ সম্পৰ্কে সকলোৱে চিন্তা কৰিছে। অসমৰ বিভিন্ন প্ৰান্তত এই বিষয়ে আলোচনা হৈছে আৰু জনসাধাৰণে নিজৰ মতামত প্ৰকাশ কৰিছে। ৰাজ্যৰ বিভিন্ন ঠাইত উৎসৱৰ আয়োজন কৰা হৈছে আৰু লোকসকলে আনন্দেৰে অংশগ্ৰহণ কৰিছে। চৰকাৰৰ নতুন আঁচনিসমূহৰ বিষয়ে বিতং আলোচনা কৰা হয়। (184, 146, 350, 186)
date-cell (262, 847, 307, 858)
tender-item: 4. Tenderers must submit valid and self-attested copies of the following documents: (a) Government Registration Certificate from the Printing & Stationery Department, Government of Assam; (b) PAN Card; (c) Trade License; (d) GST Registration Certificate and (e) IT returns for the preceding two financial years. Tenders submitted without the requisite documents shall be summarily rejected. (610, 704, 928, 733)
roll-item: 1. Name : Pinky Tiwari (713, 1236, 788, 1245)
article-text: প্ৰধানমন্ত্ৰী মোদীৰ চীন সফৰ সম্পৰ্কে সকলোৱে চিন্তা কৰিছে। অসমৰ বিভিন্ন প্ৰান্তত এই বিষয়ে আলোচনা হৈছে আৰু জনসাধাৰণে নিজৰ মতামত প্ৰকাশ কৰিছে। ৰাজ্যৰ বিভিন্ন ঠাইত উৎসৱৰ আয়োজন কৰা হৈছে আৰু লোকসকলে আনন্দেৰে অংশগ্ৰহণ কৰিছে। চৰকাৰৰ নতুন আঁচনিসমূহৰ বিষয়ে বিতং আলোচনা কৰা হয়। (357, 202, 585, 234)
article-text: প্ৰধানমন্ত্ৰী মোদীৰ চীন সফৰ সম্পৰ্কে সকলোৱে চিন্তা কৰিছে। অসমৰ বিভিন্ন প্ৰান্তত এই বিষয়ে আলোচনা হৈছে আৰু জনসাধাৰণে নিজৰ মতামত প্ৰকাশ কৰিছে। ৰাজ্যৰ বিভিন্ন ঠাইত উৎসৱৰ আয়োজন কৰা হৈছে আৰু লোকসকলে আনন্দেৰে অংশগ্ৰহণ কৰিছে। চৰকাৰৰ নতুন আঁচনিসমূহৰ বিষয়ে বিতং আলোচনা কৰা হয়। (357, 380, 585, 412)
article-text: প্ৰধানমন্ত্ৰী মোদীৰ চীন সফৰ সম্পৰ্কে সকলোৱে চিন্তা কৰিছে। অসমৰ বিভিন্ন প্ৰান্তত এই বিষয়ে আলোচনা হৈছে আৰু জনসাধাৰণে নিজৰ মতামত প্ৰকাশ কৰিছে। ৰাজ্যৰ বিভিন্ন ঠাইত উৎসৱৰ আয়োজন কৰা হৈছে আৰু লোকসকলে আনন্দেৰে অংশগ্ৰহণ কৰিছে। চৰকাৰৰ নতুন আঁচনিসমূহৰ বিষয়ে বিতং আলোচনা কৰা হয়। (19, 611, 343, 643)
signer-line: District Election Officer, Sivasagar (815, 1018, 928, 1027)
article-1-col-1 (10, 146, 176, 546)
descriptive-roll-title: The Descriptive roll of the missing person:- Rohit Rai (482, 1214, 674, 1223)
bullet-text: A pre-bid meeting is scheduled on 25-08-2025 at 11:30 hours. Address for the meeting is at Conference Hall of Bongaigaon Municipal Board, Assam. (599, 399, 922, 417)
article-text: প্ৰধানমন্ত্ৰী মোদীৰ চীন সফৰ সম্পৰ্কে সকলোৱে চিন্তা কৰিছে। অসমৰ বিভিন্ন প্ৰান্তত এই বিষয়ে আলোচনা হৈছে আৰু জনসাধাৰণে নিজৰ মতামত প্ৰকাশ কৰিছে। ৰাজ্যৰ বিভিন্ন ঠাইত উৎসৱৰ আয়োজন কৰা হৈছে আৰু লোকসকলে আনন্দেৰে অংশগ্ৰহণ কৰিছে। চৰকাৰৰ নতুন আঁচনিসমূহৰ বিষয়ে বিতং আলোচনা কৰা হয়। (357, 607, 585, 647)
proposal-signatures (599, 495, 928, 518)
proposal-bullet: • The bid will be opened online on the e-procurement portal on 04-09-2025 at 16:00 hours. (599, 425, 923, 434)
notice-footer: All out efforts may be taken to trace out/recover the above noted missing/untraced person at the earliest and result thereof may be intimated to OC Dibrugarh (M.No 9954107706) & EO Manash Borah (M.No 7002028174) for further necessary action. (18, 1276, 232, 1309)
article-text: প্ৰধানমন্ত্ৰী মোদীৰ চীন সফৰ সম্পৰ্কে সকলোৱে চিন্তা কৰিছে। অসমৰ বিভিন্ন প্ৰান্তত এই বিষয়ে আলোচনা হৈছে আৰু জনসাধাৰণে নিজৰ মতামত প্ৰকাশ কৰিছে। ৰাজ্যৰ বিভিন্ন ঠাইত উৎসৱৰ আয়োজন কৰা হৈছে আৰু লোকসকলে আনন্দেৰে অংশগ্ৰহণ কৰিছে। চৰকাৰৰ নতুন আঁচনিসমূহৰ বিষয়ে বিতং আলোচনা কৰা হয়। (357, 291, 585, 323)
table-row (20, 868, 350, 879)
article-text: প্ৰধানমন্ত্ৰী মোদীৰ চীন সফৰ সম্পৰ্কে সকলোৱে চিন্তা কৰিছে। অসমৰ বিভিন্ন প্ৰান্তত এই বিষয়ে আলোচনা হৈছে আৰু জনসাধাৰণে নিজৰ মতামত প্ৰকাশ কৰিছে। ৰাজ্যৰ বিভিন্ন ঠাইত উৎসৱৰ আয়োজন কৰা হৈছে আৰু লোকসকলে আনন্দেৰে অংশগ্ৰহণ কৰিছে। চৰকাৰৰ নতুন আঁচনিসমূহৰ বিষয়ে বিতং আলোচনা কৰা হয়। (10, 267, 176, 315)
article-text: প্ৰধানমন্ত্ৰী মোদীৰ চীন সফৰ সম্পৰ্কে সকলোৱে চিন্তা কৰিছে। অসমৰ বিভিন্ন প্ৰান্তত এই বিষয়ে আলোচনা হৈছে আৰু জনসাধাৰণে নিজৰ মতামত প্ৰকাশ কৰিছে। ৰাজ্যৰ বিভিন্ন ঠাইত উৎসৱৰ আয়োজন কৰা হৈছে আৰু লোকসকলে আনন্দেৰে অংশগ্ৰহণ কৰিছে। চৰকাৰৰ নতুন আঁচনিসমূহৰ বিষয়ে বিতং আলোচনা কৰা হয়। (10, 186, 176, 234)
proposal-dipr: DIPR/CF/JMB/1723/31-Aug-25 (743, 577, 850, 584)
proposal-website[interactable]: For more details Please Visit our website: bongaigaon.assamurban.in (599, 459, 871, 469)
college-cell: Bineswar Brahma Engineering College, Kokrajhar (20, 836, 225, 847)
look-out-notice (707, 1038, 935, 1458)
vacancy-cell: 14 (224, 868, 262, 879)
sig-line: Bongaigaon Municipal Board (833, 501, 928, 510)
edu-note: Spot round is open for both registered and non-registered candidates. However, non-registered candidates will have to pay the Non-refundable Registration Fees of Rs. 800/- (Rupees Eight Hundred) only to the under mentioned Account Number. (19, 913, 330, 938)
edu-footer (12, 990, 357, 1026)
tender-item: 13. Tenders will be received by the Election Officer, Sivasagar up to 15.00 Hrs on 8/09/2025 and will be opened at 15.10 Hrs on the same day. Intending tenderers or their authorize representative may be present during the open of the tender documents. (610, 931, 928, 953)
signer-place: Dibrugarh, Assam. (404, 1315, 465, 1324)
notice-text: The above is the photograph of one Manika Roito (30 yrs) W/O Dipson Roito of Khamkar TE, PS & Dist.- Dibrugarh, Assam, who has been missing since 29.08.2025 from 9:40 AM. This refers to Dibrugarh PS GDE No 17 dt 30.08.2025 & MMR No 67/25. (18, 1203, 232, 1236)
roll-item: (b) Age - 30 years. (18, 1250, 78, 1259)
table-row (20, 878, 350, 889)
